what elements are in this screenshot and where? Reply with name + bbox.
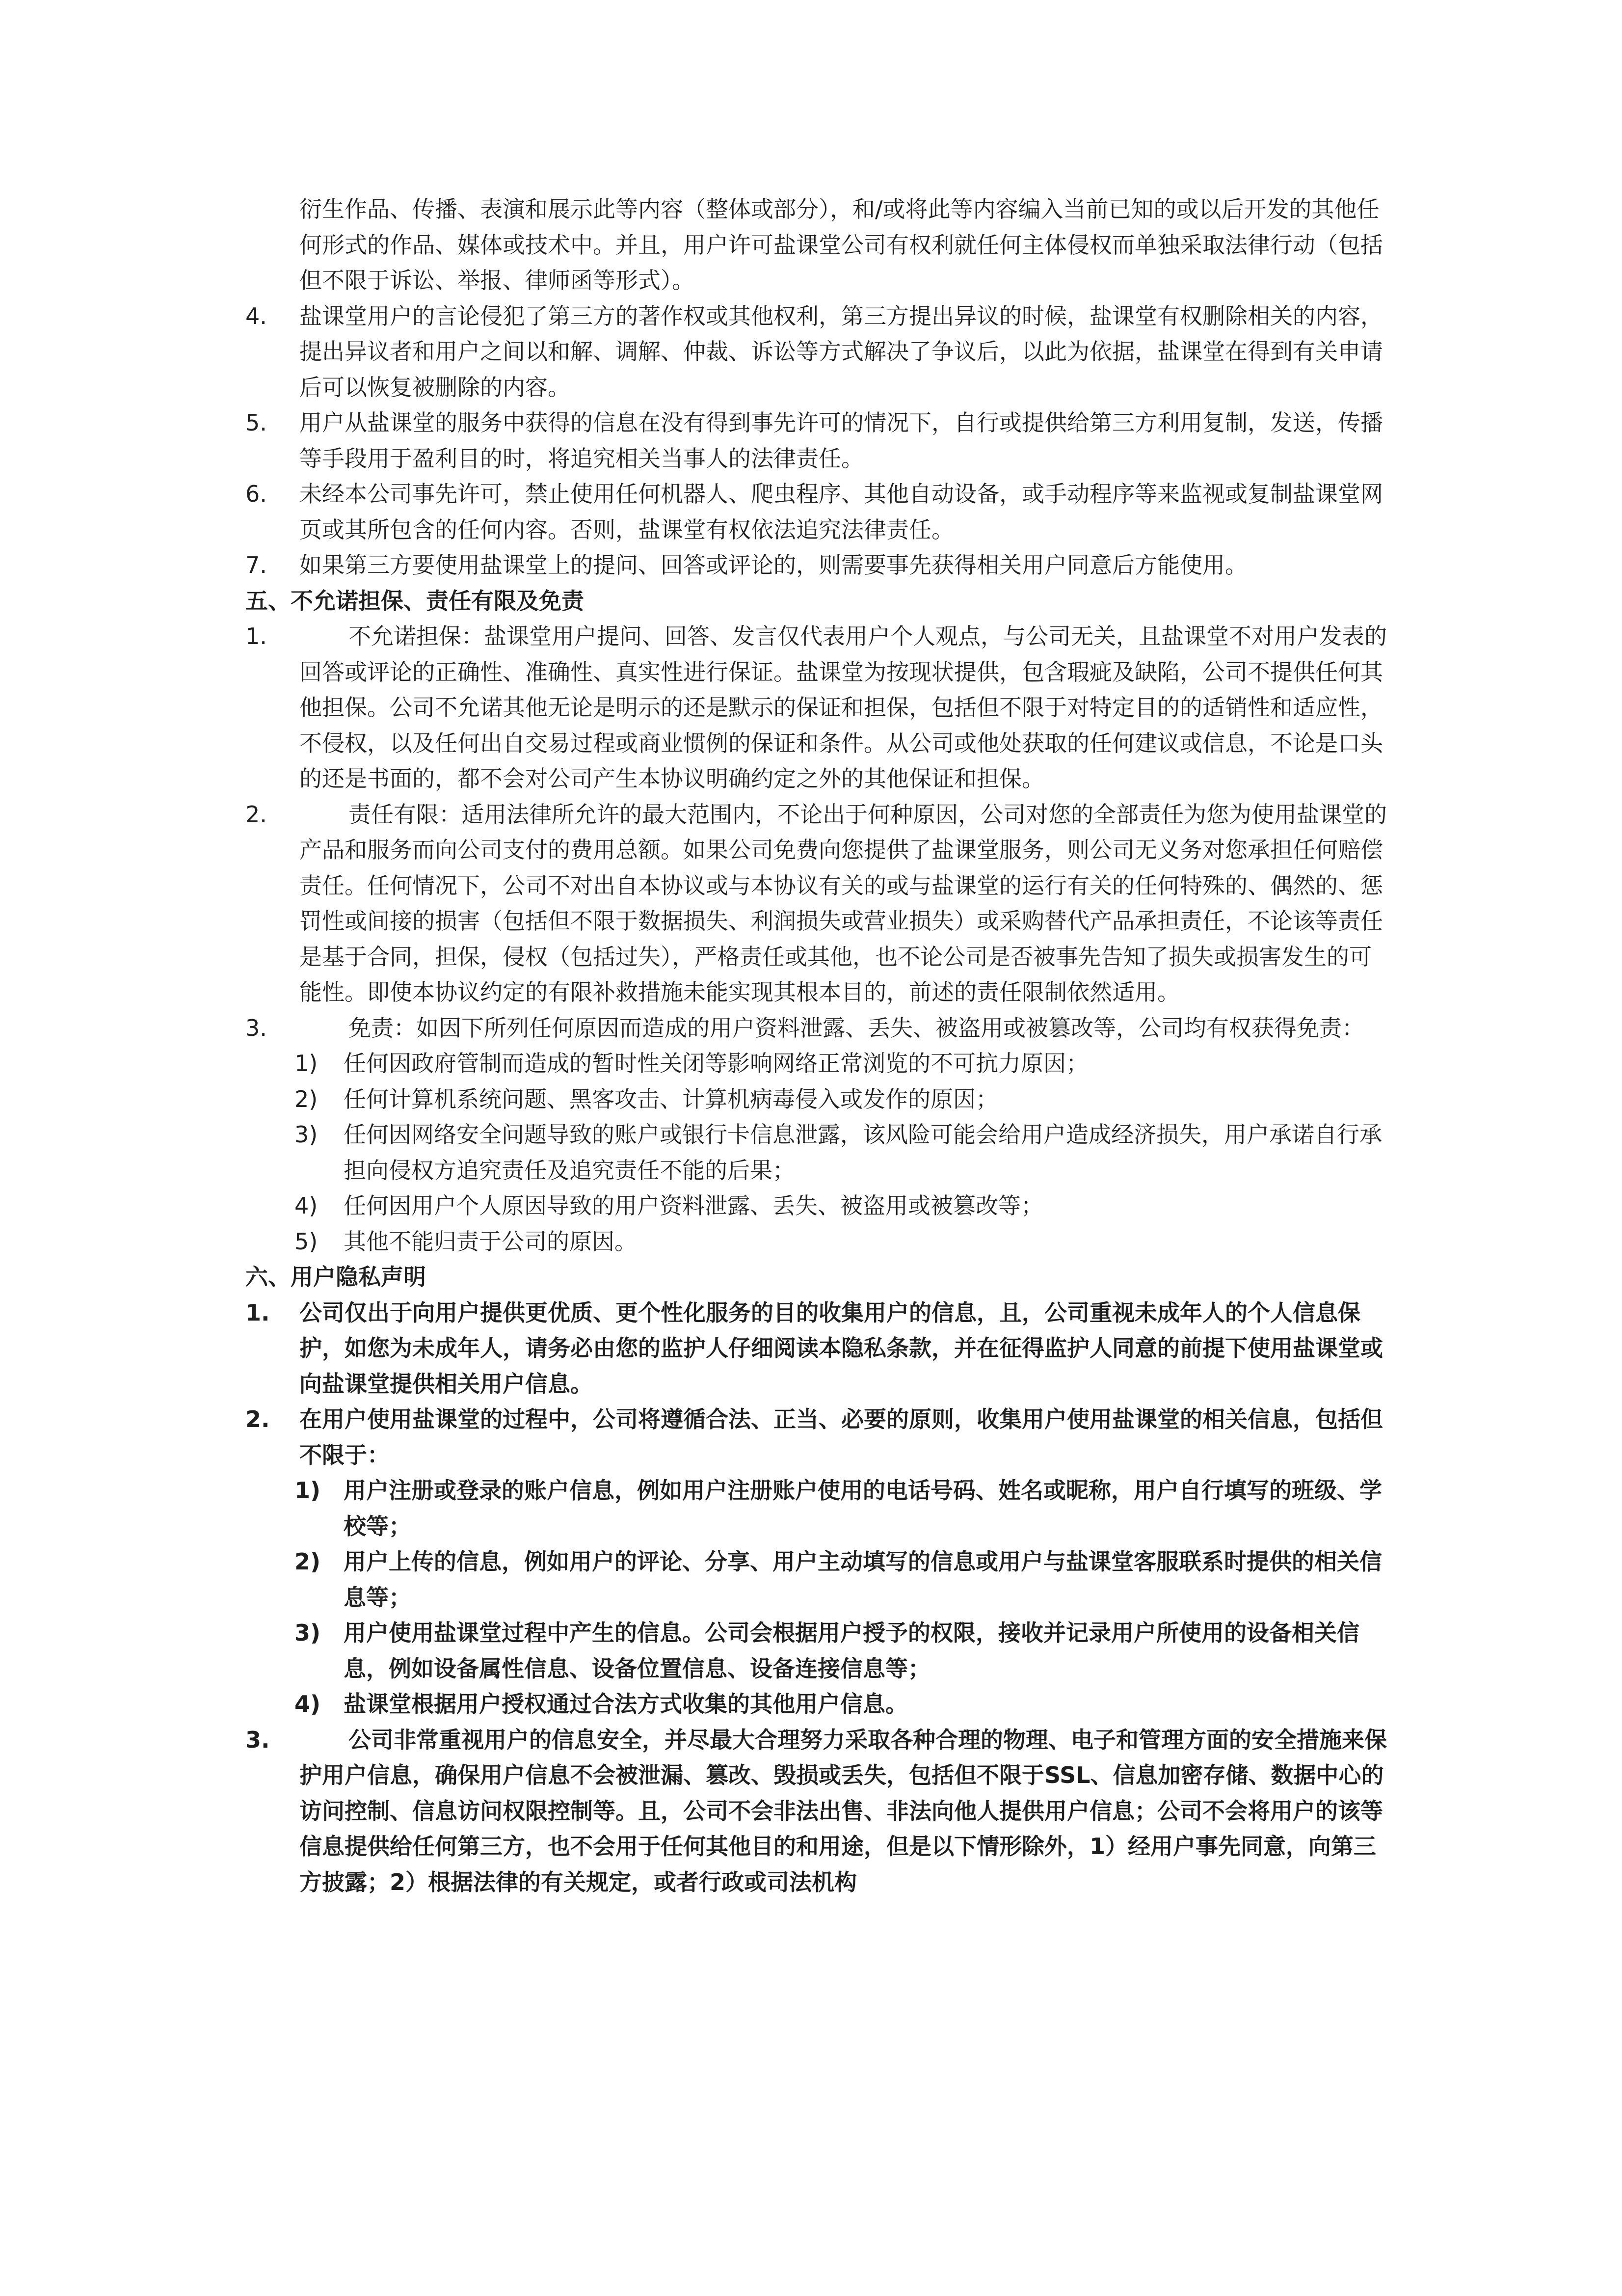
item-text: 免责：如因下所列任何原因而造成的用户资料泄露、丢失、被盗用或被篡改等，公司均有权获得免责： [348,1014,1364,1041]
sub-item-text: 盐课堂根据用户授权通过合法方式收集的其他用户信息。 [344,1691,908,1717]
item-text: 不允诺担保：盐课堂用户提问、回答、发言仅代表用户个人观点，与公司无关，且盐课堂不对用户发表的回答或评论的正确性、准确性、真实性进行保证。盐课堂为按现状提供，包含瑕疵及缺陷，公司不提供任何其他担保。公司不允诺其他无论是明示的还是默示的保证和担保，包括但不限于对特定目的的适销性和适应性，不侵权，以及任何出自交易过程或商业惯例的保证和条件。从公司或他处获取的任何建议或信息，不论是口头的还是书面的，都不会对公司产生本协议明确约定之外的其他保证和担保。 [299,623,1387,792]
item-text: 在用户使用盐课堂的过程中，公司将遵循合法、正当、必要的原则，收集用户使用盐课堂的相关信息，包括但不限于： [299,1406,1383,1468]
sub-item-number: 1) [294,1050,318,1077]
continued-paragraph: 衍生作品、传播、表演和展示此等内容（整体或部分），和/或将此等内容编入当前已知的或以后开发的其他任何形式的作品、媒体或技术中。并且，用户许可盐课堂公司有权利就任何主体侵权而单独采取法律行动（包括但不限于诉讼、举报、律师函等形式）。 [299,196,1383,294]
item-text: 公司非常重视用户的信息安全，并尽最大合理努力采取各种合理的物理、电子和管理方面的安全措施来保护用户信息，确保用户信息不会被泄漏、篡改、毁损或丢失，包括但不限于SSL、信息加密存储、数据中心的访问控制、信息访问权限控制等。且，公司不会非法出售、非法向他人提供用户信息；公司不会将用户的该等信息提供给任何第三方，也不会用于任何其他目的和用途，但是以下情形除外，1）经用户事先同意，向第三方披露；2）根据法律的有关规定，或者行政或司法机构 [299,1726,1387,1895]
item-number: 1. [245,623,267,649]
sub-item-number: 4) [294,1192,318,1219]
sub-list-item [245,1615,1389,1686]
list-item [245,476,1389,547]
item-number: 5. [245,409,267,436]
list-item [245,1295,1389,1402]
sub-item-number: 2) [294,1548,321,1575]
item-number: 3. [245,1726,270,1753]
list-item [245,547,1389,583]
sub-item-text: 任何因用户个人原因导致的用户资料泄露、丢失、被盗用或被篡改等； [344,1192,1043,1219]
item-text: 未经本公司事先许可，禁止使用任何机器人、爬虫程序、其他自动设备，或手动程序等来监视或复制盐课堂网页或其所包含的任何内容。否则，盐课堂有权依法追究法律责任。 [299,481,1383,543]
sub-item-text: 任何因政府管制而造成的暂时性关闭等影响网络正常浏览的不可抗力原因； [344,1050,1089,1077]
item-text: 用户从盐课堂的服务中获得的信息在没有得到事先许可的情况下，自行或提供给第三方利用复制，发送，传播等手段用于盈利目的时，将追究相关当事人的法律责任。 [299,409,1383,472]
sub-list-item [245,1224,1389,1260]
item-number: 2. [245,1406,270,1432]
sub-list-item [245,1081,1389,1117]
sub-list-item [245,1686,1389,1722]
item-number: 2. [245,801,267,828]
item-number: 4. [245,302,267,329]
sub-list-item [245,1117,1389,1188]
sub-list-item [245,1046,1389,1081]
list-item [245,1010,1389,1046]
sub-item-text: 任何计算机系统问题、黑客攻击、计算机病毒侵入或发作的原因； [344,1085,998,1112]
sub-item-number: 2) [294,1085,318,1112]
list-item [245,619,1389,797]
sub-item-number: 3) [294,1121,318,1148]
sub-item-text: 用户使用盐课堂过程中产生的信息。公司会根据用户授予的权限，接收并记录用户所使用的设备相关信息，例如设备属性信息、设备位置信息、设备连接信息等； [344,1620,1359,1682]
list-item [245,405,1389,476]
sub-item-text: 其他不能归责于公司的原因。 [344,1228,637,1255]
section-heading: 五、不允诺担保、责任有限及免责 [245,587,584,614]
item-text: 公司仅出于向用户提供更优质、更个性化服务的目的收集用户的信息，且，公司重视未成年人的个人信息保护，如您为未成年人，请务必由您的监护人仔细阅读本隐私条款，并在征得监护人同意的前提下使用盐课堂或向盐课堂提供相关用户信息。 [299,1299,1383,1397]
sub-list-item [245,1544,1389,1615]
item-number: 7. [245,552,267,578]
document-body [245,191,1389,1900]
item-text: 责任有限：适用法律所允许的最大范围内，不论出于何种原因，公司对您的全部责任为您为使用盐课堂的产品和服务而向公司支付的费用总额。如果公司免费向您提供了盐课堂服务，则公司无义务对您承担任何赔偿责任。任何情况下，公司不对出自本协议或与本协议有关的或与盐课堂的运行有关的任何特殊的、偶然的、惩罚性或间接的损害（包括但不限于数据损失、利润损失或营业损失）或采购替代产品承担责任，不论该等责任是基于合同，担保，侵权（包括过失），严格责任或其他，也不论公司是否被事先告知了损失或损害发生的可能性。即使本协议约定的有限补救措施未能实现其根本目的，前述的责任限制依然适用。 [299,801,1387,1005]
item-number: 3. [245,1014,267,1041]
sub-item-number: 3) [294,1620,321,1646]
list-item [245,1722,1389,1900]
sub-list-item [245,1188,1389,1224]
sub-item-text: 用户注册或登录的账户信息，例如用户注册账户使用的电话号码、姓名或昵称，用户自行填写的班级、学校等； [344,1477,1382,1540]
item-text: 盐课堂用户的言论侵犯了第三方的著作权或其他权利，第三方提出异议的时候，盐课堂有权删除相关的内容，提出异议者和用户之间以和解、调解、仲裁、诉讼等方式解决了争议后，以此为依据，盐课堂在得到有关申请后可以恢复被删除的内容。 [299,302,1383,401]
sub-item-number: 5) [294,1228,318,1255]
list-item [245,797,1389,1010]
list-item [245,1402,1389,1473]
item-number: 1. [245,1299,270,1326]
section-heading: 六、用户隐私声明 [245,1264,426,1290]
sub-item-text: 用户上传的信息，例如用户的评论、分享、用户主动填写的信息或用户与盐课堂客服联系时提供的相关信息等； [344,1548,1382,1611]
sub-item-number: 4) [294,1691,321,1717]
sub-item-text: 任何因网络安全问题导致的账户或银行卡信息泄露，该风险可能会给用户造成经济损失，用户承诺自行承担向侵权方追究责任及追究责任不能的后果； [344,1121,1382,1184]
list-item [245,298,1389,405]
item-number: 6. [245,481,267,507]
sub-item-number: 1) [294,1477,321,1504]
sub-list-item [245,1473,1389,1544]
item-text: 如果第三方要使用盐课堂上的提问、回答或评论的，则需要事先获得相关用户同意后方能使用。 [299,552,1248,578]
